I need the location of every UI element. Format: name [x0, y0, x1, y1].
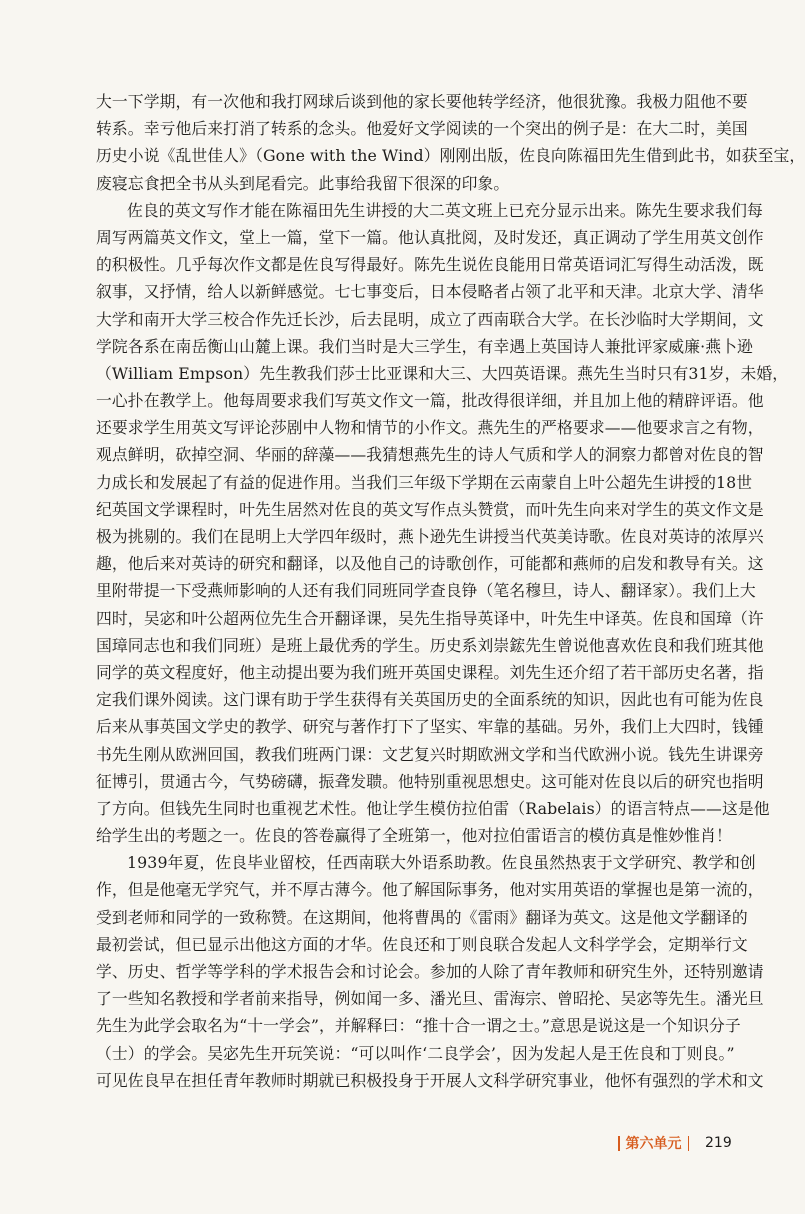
- text-line: 可见佐良早在担任青年教师时期就已积极投身于开展人文科学研究事业，他怀有强烈的学术和文: [96, 1070, 764, 1090]
- text-line: 的积极性。几乎每次作文都是佐良写得最好。陈先生说佐良能用日常英语词汇写得生动活泼，既: [96, 255, 764, 275]
- footer-right-divider: [688, 1136, 690, 1151]
- text-line: 征博引，贯通古今，气势磅礴，振聋发聩。他特别重视思想史。这可能对佐良以后的研究也指明: [96, 771, 764, 791]
- text-line: 最初尝试，但已显示出他这方面的才华。佐良还和丁则良联合发起人文科学学会，定期举行文: [96, 934, 748, 954]
- text-line: 学院各系在南岳衡山山麓上课。我们当时是大三学生，有幸遇上英国诗人兼批评家威廉·燕卜逊: [96, 336, 753, 356]
- text-line: 叙事，又抒情，给人以新鲜感觉。七七事变后，日本侵略者占领了北平和天津。北京大学、清华: [96, 282, 764, 302]
- text-line: 还要求学生用英文写评论莎剧中人物和情节的小作文。燕先生的严格要求——他要求言之有物，: [96, 418, 764, 438]
- text-line: 趣，他后来对英诗的研究和翻译，以及他自己的诗歌创作，可能都和燕师的启发和教导有关。这: [96, 554, 764, 574]
- text-line: 先生为此学会取名为“十一学会”，并解释曰：“推十合一谓之士。”意思是说这是一个知识分子: [96, 1016, 741, 1036]
- text-line: 里附带提一下受燕师影响的人还有我们同班同学查良铮（笔名穆旦，诗人、翻译家）。我们上大: [96, 581, 756, 601]
- text-line: 观点鲜明，砍掉空洞、华丽的辞藻——我猜想燕先生的诗人气质和学人的洞察力都曾对佐良的智: [96, 445, 764, 465]
- text-line: 周写两篇英文作文，堂上一篇，堂下一篇。他认真批阅，及时发还，真正调动了学生用英文创作: [96, 227, 764, 247]
- text-line: 定我们课外阅读。这门课有助于学生获得有关英国历史的全面系统的知识，因此也有可能为佐良: [96, 690, 764, 710]
- page-number: 219: [705, 1135, 732, 1151]
- paragraph-first-line: 1939年夏，佐良毕业留校，任西南联大外语系助教。佐良虽然热衷于文学研究、教学和创: [127, 853, 756, 873]
- text-line: 纪英国文学课程时，叶先生居然对佐良的英文写作点头赞赏，而叶先生向来对学生的英文作文是: [96, 499, 764, 519]
- text-line: 了方向。但钱先生同时也重视艺术性。他让学生模仿拉伯雷（Rabelais）的语言特点——这是他: [96, 798, 770, 818]
- text-line: 同学的英文程度好，他主动提出要为我们班开英国史课程。刘先生还介绍了若干部历史名著，指: [96, 662, 764, 682]
- text-line: （士）的学会。吴宓先生开玩笑说：“可以叫作‘二良学会’，因为发起人是王佐良和丁则良。”: [96, 1043, 735, 1063]
- text-line: 受到老师和同学的一致称赞。在这期间，他将曹禺的《雷雨》翻译为英文。这是他文学翻译的: [96, 907, 748, 927]
- text-line: 国璋同志也和我们同班）是班上最优秀的学生。历史系刘崇鋐先生曾说他喜欢佐良和我们班其他: [96, 635, 764, 655]
- body-text: [96, 88, 805, 1094]
- text-line: 学、历史、哲学等学科的学术报告会和讨论会。参加的人除了青年教师和研究生外，还特别邀请: [96, 962, 764, 981]
- paragraph-first-line: 佐良的英文写作才能在陈福田先生讲授的大二英文班上已充分显示出来。陈先生要求我们每: [127, 200, 763, 220]
- text-line: 后来从事英国文学史的教学、研究与著作打下了坚实、牢靠的基础。另外，我们上大四时，钱锺: [96, 717, 764, 737]
- text-line: 极为挑剔的。我们在昆明上大学四年级时，燕卜逊先生讲授当代英美诗歌。佐良对英诗的浓厚兴: [96, 527, 764, 546]
- page-footer: [612, 1132, 732, 1154]
- text-line: 了一些知名教授和学者前来指导，例如闻一多、潘光旦、雷海宗、曾昭抡、吴宓等先生。潘光旦: [96, 989, 764, 1009]
- text-line: （William Empson）先生教我们莎士比亚课和大三、大四英语课。燕先生当时只有31岁，未婚，: [96, 363, 789, 383]
- text-line: 转系。幸亏他后来打消了转系的念头。他爱好文学阅读的一个突出的例子是：在大二时，美国: [96, 119, 748, 139]
- text-line: 四时，吴宓和叶公超两位先生合开翻译课，吴先生指导英译中，叶先生中译英。佐良和国璋（许: [96, 608, 764, 628]
- text-line: 给学生出的考题之一。佐良的答卷赢得了全班第一，他对拉伯雷语言的模仿真是惟妙惟肖！: [96, 826, 732, 846]
- text-line: 废寝忘食把全书从头到尾看完。此事给我留下很深的印象。: [96, 173, 510, 193]
- text-line: 力成长和发展起了有益的促进作用。当我们三年级下学期在云南蒙自上叶公超先生讲授的18世: [96, 472, 753, 492]
- footer-left-divider: [618, 1136, 620, 1151]
- text-line: 大学和南开大学三校合作先迁长沙，后去昆明，成立了西南联合大学。在长沙临时大学期间，文: [96, 309, 764, 329]
- text-line: 一心扑在教学上。他每周要求我们写英文作文一篇，批改得很详细，并且加上他的精辟评语。他: [96, 391, 764, 411]
- text-line: 作，但是他毫无学究气，并不厚古薄今。他了解国际事务，他对实用英语的掌握也是第一流的，: [96, 880, 764, 900]
- text-line: 历史小说《乱世佳人》（Gone with the Wind）刚刚出版，佐良向陈福田先生借到此书，如获至宝，: [96, 146, 805, 166]
- unit-label: 第六单元: [625, 1136, 682, 1152]
- text-line: 大一下学期，有一次他和我打网球后谈到他的家长要他转学经济，他很犹豫。我极力阻他不要: [96, 92, 748, 111]
- text-line: 书先生刚从欧洲回国，教我们班两门课：文艺复兴时期欧洲文学和当代欧洲小说。钱先生讲课旁: [96, 744, 764, 764]
